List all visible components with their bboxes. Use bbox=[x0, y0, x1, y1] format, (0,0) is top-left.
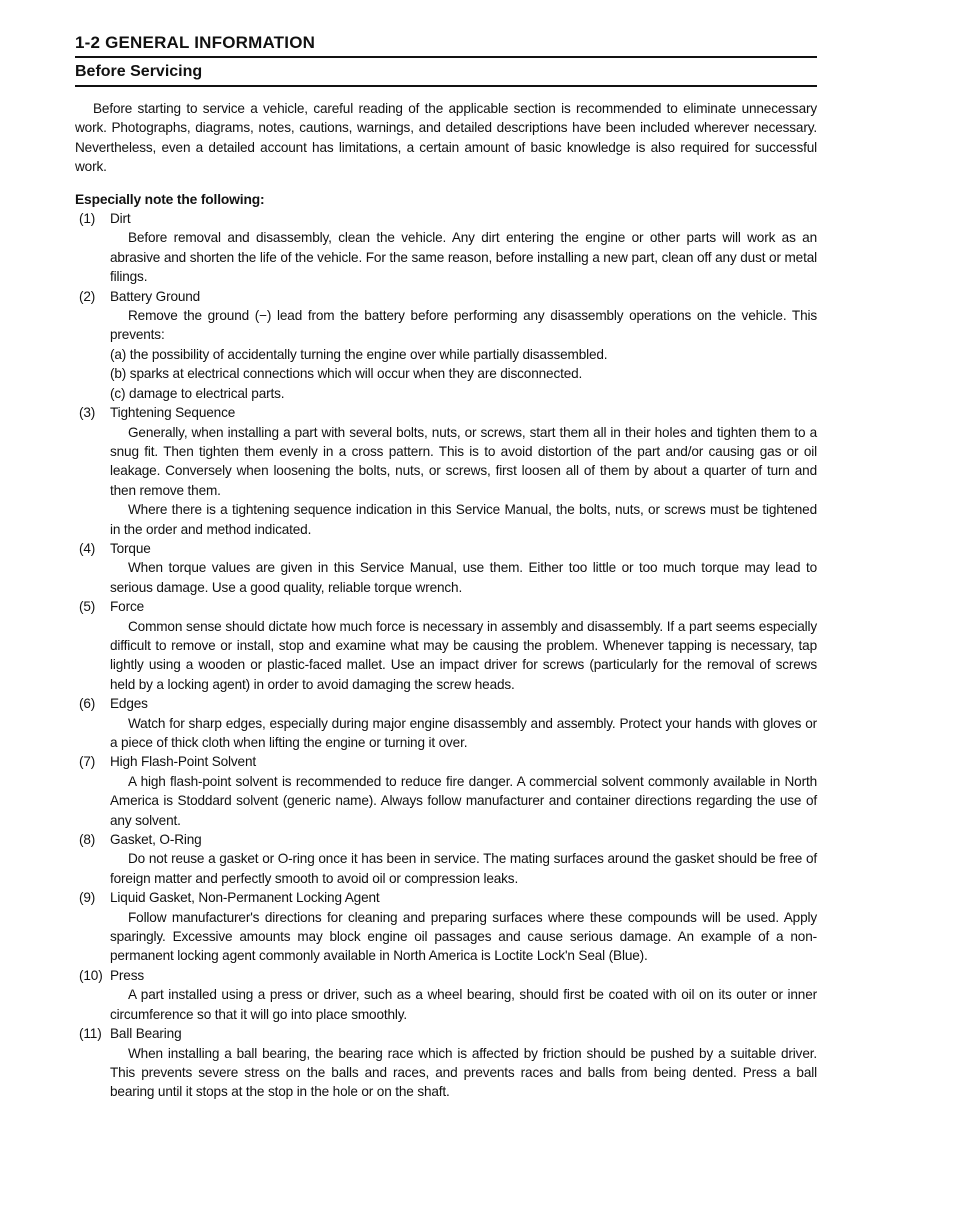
item-paragraph: Do not reuse a gasket or O-ring once it has been in service. The mating surfaces around the gasket should be free of foreign matter and perfectly smooth to avoid oil or compression leaks. bbox=[110, 851, 817, 886]
item-number: (3) bbox=[79, 405, 96, 421]
item-number: (11) bbox=[79, 1026, 102, 1042]
note-heading: Especially note the following: bbox=[75, 191, 265, 207]
item-paragraph: When torque values are given in this Service Manual, use them. Either too little or too much torque may lead to serious damage. Use a good quality, reliable torque wrench. bbox=[110, 560, 817, 595]
item-paragraph: Follow manufacturer's directions for cleaning and preparing surfaces where these compounds will be used. Apply sparingly. Excessive amounts may block engine oil passages and cause serious damage. An example of a non-permanent locking agent commonly available in North America is Loctite Lock'n Seal (Blue). bbox=[110, 909, 817, 964]
item-number: (2) bbox=[79, 288, 96, 304]
item-number: (4) bbox=[79, 540, 96, 556]
list-item bbox=[75, 597, 817, 694]
list-item bbox=[75, 209, 817, 287]
item-title: Gasket, O-Ring bbox=[110, 832, 202, 848]
section-rule bbox=[75, 85, 817, 87]
item-title: Force bbox=[110, 599, 144, 615]
item-title: Torque bbox=[110, 540, 151, 556]
item-number: (8) bbox=[79, 832, 96, 848]
item-title: Dirt bbox=[110, 211, 131, 227]
section-title: Before Servicing bbox=[75, 63, 203, 80]
item-number: (1) bbox=[79, 211, 96, 227]
list-item bbox=[75, 1024, 817, 1102]
chapter-title: 1-2 GENERAL INFORMATION bbox=[75, 33, 316, 52]
list-item bbox=[75, 752, 817, 830]
sub-item: (c) damage to electrical parts. bbox=[110, 385, 285, 401]
item-paragraph: When installing a ball bearing, the bearing race which is affected by friction should be pushed by a suitable driver. This prevents severe stress on the balls and races, and prevents races and balls from being dented. Press a ball bearing until it stops at the stop in the hole or on the shaft. bbox=[110, 1045, 817, 1100]
item-paragraph: Where there is a tightening sequence indication in this Service Manual, the bolts, nuts, or screws must be tightened in the order and method indicated. bbox=[110, 502, 817, 537]
item-title: Ball Bearing bbox=[110, 1026, 182, 1042]
list-item bbox=[75, 888, 817, 966]
list-item bbox=[75, 539, 817, 597]
item-paragraph: Common sense should dictate how much force is necessary in assembly and disassembly. If a part seems especially difficult to remove or install, stop and examine what may be causing the problem. Whenever tapping is necessary, tap lightly using a wooden or plastic-faced mallet. Use an impact driver for screws (particularly for the removal of screws held by a locking agent) in order to avoid damaging the screw heads. bbox=[110, 618, 817, 692]
item-number: (9) bbox=[79, 890, 96, 906]
item-paragraph: Before removal and disassembly, clean the vehicle. Any dirt entering the engine or other parts will work as an abrasive and shorten the life of the vehicle. For the same reason, before installing a new part, clean off any dust or metal filings. bbox=[110, 230, 817, 285]
sub-item: (a) the possibility of accidentally turning the engine over while partially disassembled. bbox=[110, 346, 608, 362]
item-number: (5) bbox=[79, 599, 96, 615]
item-title: Battery Ground bbox=[110, 288, 201, 304]
list-item bbox=[75, 287, 817, 403]
item-title: Tightening Sequence bbox=[110, 405, 236, 421]
item-title: Press bbox=[110, 967, 144, 983]
item-paragraph: Watch for sharp edges, especially during major engine disassembly and assembly. Protect your hands with gloves or a piece of thick cloth when lifting the engine or turning it over. bbox=[110, 715, 817, 750]
list-item bbox=[75, 966, 817, 1024]
list-item bbox=[75, 403, 817, 539]
item-title: Edges bbox=[110, 696, 148, 712]
item-title: Liquid Gasket, Non-Permanent Locking Agent bbox=[110, 890, 380, 906]
item-number: (10) bbox=[79, 967, 103, 983]
item-number: (7) bbox=[79, 754, 96, 770]
item-number: (6) bbox=[79, 696, 96, 712]
intro-paragraph: Before starting to service a vehicle, careful reading of the applicable section is recommended to eliminate unnecessary work. Photographs, diagrams, notes, cautions, warnings, and detailed descriptions have been included wherever necessary. Nevertheless, even a detailed account has limitations, a certain amount of basic knowledge is also required for successful work. bbox=[75, 101, 817, 175]
item-paragraph: Remove the ground (−) lead from the battery before performing any disassembly operations on the vehicle. This prevents: bbox=[110, 308, 817, 343]
item-title: High Flash-Point Solvent bbox=[110, 754, 257, 770]
header-rule bbox=[75, 56, 817, 58]
list-item bbox=[75, 830, 817, 888]
item-paragraph: A part installed using a press or driver, such as a wheel bearing, should first be coated with oil on its outer or inner circumference so that it will go into place smoothly. bbox=[110, 987, 817, 1022]
item-paragraph: Generally, when installing a part with several bolts, nuts, or screws, start them all in their holes and tighten them to a snug fit. Then tighten them evenly in a cross pattern. This is to avoid distortion of the part and/or causing gas or oil leakage. Conversely when loosening the bolts, nuts, or screws, first loosen all of them by about a quarter of turn and then remove them. bbox=[110, 424, 817, 498]
sub-item: (b) sparks at electrical connections which will occur when they are disconnected. bbox=[110, 366, 583, 382]
item-paragraph: A high flash-point solvent is recommended to reduce fire danger. A commercial solvent commonly available in North America is Stoddard solvent (generic name). Always follow manufacturer and container directions regarding the use of any solvent. bbox=[110, 773, 817, 828]
page-body bbox=[75, 99, 817, 1102]
list-item bbox=[75, 694, 817, 752]
